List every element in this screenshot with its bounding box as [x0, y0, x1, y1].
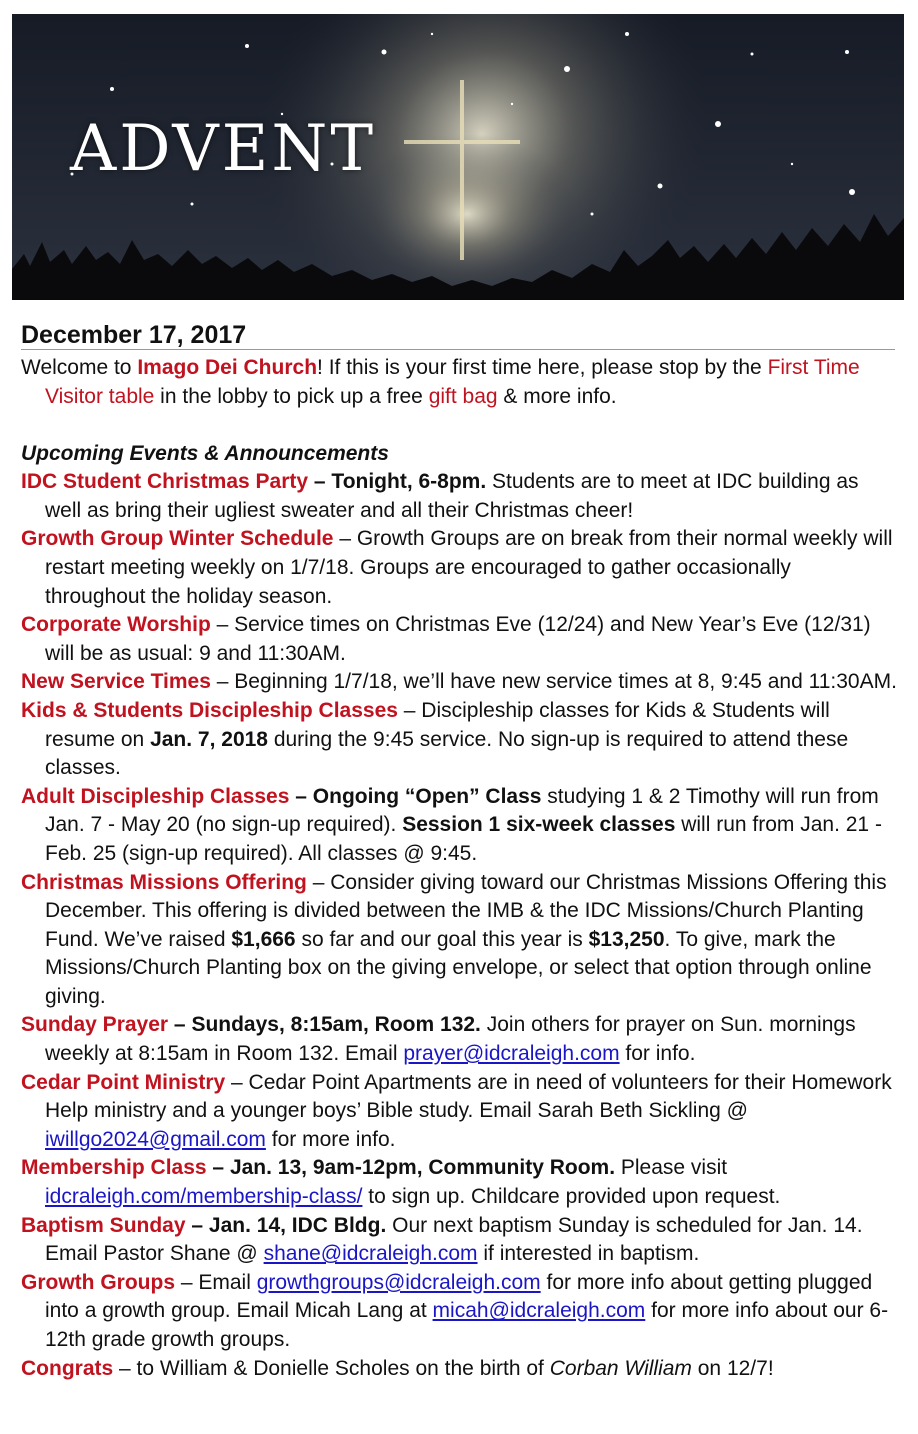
event-title: Cedar Point Ministry [21, 1070, 226, 1094]
event-body: Join others for prayer on Sun. mornings weekly at 8:15am in Room 132. Email [45, 1013, 856, 1066]
event-title: Adult Discipleship Classes [21, 784, 290, 808]
event-corporate-worship [21, 611, 897, 668]
event-title: Growth Groups [21, 1270, 175, 1294]
event-body: – Cedar Point Apartments are in need of volunteers for their Homework Help ministry and a younger boys’ Bible study. Email Sarah Beth Sickling @ [45, 1070, 892, 1123]
event-title: Growth Group Winter Schedule [21, 527, 334, 551]
event-body: for more info about getting plugged into a growth group. Email Micah Lang at [45, 1270, 873, 1323]
event-title: Corporate Worship [21, 613, 211, 637]
event-dash: – [168, 1013, 192, 1037]
growthgroups-email-link[interactable]: growthgroups@idcraleigh.com [256, 1270, 541, 1294]
event-title: Christmas Missions Offering [21, 870, 307, 894]
event-body: for info. [619, 1042, 696, 1066]
event-winter-schedule [21, 525, 897, 611]
event-body: Please visit [615, 1156, 728, 1180]
banner-title: ADVENT [70, 112, 377, 186]
event-body: will run from Jan. 21 - Feb. 25 (sign-up required). All classes @ 9:45. [45, 813, 882, 865]
event-highlight: Ongoing “Open” Class [312, 784, 542, 808]
event-body: studying 1 & 2 Timothy will run from Jan. 7 - May 20 (no sign-up required). [45, 784, 879, 837]
church-name: Imago Dei Church [137, 356, 318, 379]
welcome-text: Welcome to [21, 356, 138, 379]
event-congrats [21, 1355, 897, 1384]
event-sunday-prayer [21, 1011, 897, 1068]
event-body: so far and our goal this year is [295, 927, 589, 951]
event-body: to sign up. Childcare provided upon request. [362, 1185, 781, 1209]
event-adult-discipleship [21, 783, 897, 869]
event-dash: – [289, 784, 313, 808]
event-body: for more info about our 6-12th grade growth groups. [45, 1299, 889, 1351]
welcome-paragraph [21, 354, 897, 411]
event-title: Membership Class [21, 1156, 207, 1180]
cedar-email-link[interactable]: iwillgo2024@gmail.com [45, 1127, 266, 1151]
event-body: – Growth Groups are on break from their normal weekly will restart meeting weekly on 1/7/18. Groups are encouraged to gather occasionally throughout the holiday season. [45, 527, 893, 608]
event-dash: – [308, 470, 332, 494]
event-body: Students are to meet at IDC building as well as bring their ugliest sweater and all their Christmas cheer! [45, 470, 859, 522]
event-title: New Service Times [21, 670, 211, 694]
event-title: Kids & Students Discipleship Classes [21, 698, 398, 722]
event-when: Jan. 14, IDC Bldg. [208, 1213, 387, 1237]
gift-bag: gift bag [428, 384, 498, 408]
welcome-text: in the lobby to pick up a free [154, 384, 429, 408]
prayer-email-link[interactable]: prayer@idcraleigh.com [403, 1042, 620, 1066]
event-body: – Consider giving toward our Christmas Missions Offering this December. This offering is divided between the IMB & the IDC Missions/Church Planting Fund. We’ve raised [45, 870, 887, 951]
event-new-service-times [21, 668, 897, 697]
event-kids-discipleship [21, 697, 897, 783]
event-when: Sundays, 8:15am, Room 132. [191, 1013, 481, 1037]
event-title: Sunday Prayer [21, 1013, 169, 1037]
event-title: IDC Student Christmas Party [21, 470, 309, 494]
baby-name: Corban William [549, 1356, 692, 1380]
event-membership-class [21, 1154, 897, 1211]
membership-link[interactable]: idcraleigh.com/membership-class/ [45, 1185, 363, 1209]
event-baptism-sunday [21, 1212, 897, 1269]
event-body: – to William & Donielle Scholes on the birth of [113, 1356, 550, 1380]
advent-banner [12, 14, 904, 300]
micah-email-link[interactable]: micah@idcraleigh.com [432, 1299, 646, 1323]
event-when: Jan. 13, 9am-12pm, Community Room. [229, 1156, 616, 1180]
event-body: . To give, mark the Missions/Church Planting box on the giving envelope, or select that option through online giving. [45, 927, 872, 1008]
event-date: Jan. 7, 2018 [150, 727, 268, 751]
event-cedar-point [21, 1069, 897, 1155]
event-body: – Service times on Christmas Eve (12/24) and New Year’s Eve (12/31) will be as usual: 9 and 11:30AM. [45, 613, 871, 665]
event-body: – Discipleship classes for Kids & Students will resume on [45, 698, 830, 751]
event-title: Baptism Sunday [21, 1213, 186, 1237]
event-body: – Beginning 1/7/18, we’ll have new service times at 8, 9:45 and 11:30AM. [210, 670, 897, 694]
event-dash: – [185, 1213, 209, 1237]
event-body: during the 9:45 service. No sign-up is required to attend these classes. [45, 727, 849, 780]
event-title: Congrats [21, 1356, 114, 1380]
bulletin-date: December 17, 2017 [21, 322, 895, 350]
welcome-text: ! If this is your first time here, please stop by the [317, 356, 768, 379]
bulletin-content [21, 322, 897, 1383]
event-missions-offering [21, 869, 897, 1012]
event-body: on 12/7! [691, 1356, 774, 1380]
event-body: if interested in baptism. [477, 1242, 700, 1266]
event-body: for more info. [265, 1127, 396, 1151]
event-body: – Email [175, 1270, 257, 1294]
shane-email-link[interactable]: shane@idcraleigh.com [263, 1242, 478, 1266]
section-title: Upcoming Events & Announcements [21, 442, 389, 466]
event-body: Our next baptism Sunday is scheduled for Jan. 14. Email Pastor Shane @ [45, 1213, 863, 1266]
welcome-text: & more info. [497, 384, 617, 408]
event-when: Tonight, 6-8pm. [331, 470, 487, 494]
event-dash: – [206, 1156, 230, 1180]
event-highlight: Session 1 six-week classes [402, 813, 676, 837]
event-growth-groups [21, 1269, 897, 1355]
visitor-table: First Time Visitor table [45, 356, 860, 408]
event-student-party [21, 468, 897, 525]
amount-goal: $13,250 [588, 927, 665, 951]
amount-raised: $1,666 [231, 927, 296, 951]
